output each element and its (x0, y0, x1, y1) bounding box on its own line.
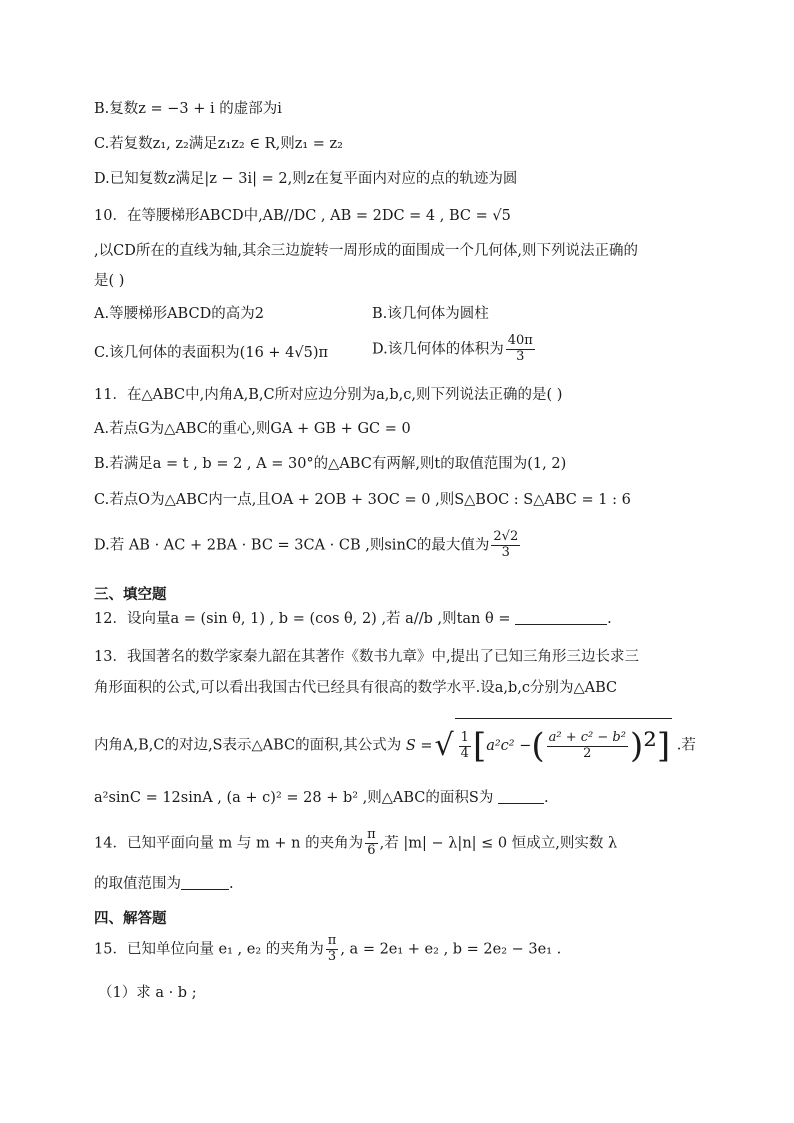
quarter-fraction (459, 731, 471, 762)
angle-fraction-15 (326, 934, 339, 965)
quarter-denominator: 4 (460, 745, 469, 761)
option-11d-text: D.若 AB · AC + 2BA · BC = 3CA · CB ,则sinC的最大值为 (94, 537, 490, 554)
option-11c: C.若点O为△ABC内一点,且OA + 2OB + 3OC = 0 ,则S△BOC : S△ABC = 1 : 6 (94, 492, 631, 508)
formula-lhs: S = (405, 737, 433, 754)
radicand (455, 718, 672, 773)
question-13-line4-text: a²sinC = 12sinA , (a + c)² = 28 + b² ,则△ABC的面积S为 (94, 790, 494, 806)
inner-numerator: a² + c² − b² (548, 729, 626, 745)
inner-denominator: 2 (583, 745, 592, 761)
right-bracket-icon: ] (656, 726, 671, 766)
answer-blank-14[interactable] (181, 889, 229, 890)
option-11d (94, 530, 522, 561)
question-14-line1 (94, 828, 617, 859)
question-11-stem: 11．在△ABC中,内角A,B,C所对应边分别为a,b,c,则下列说法正确的是( ) (94, 387, 563, 403)
question-12-tail: . (607, 611, 612, 627)
question-14-line2 (94, 873, 234, 895)
answer-blank-13[interactable] (498, 803, 544, 804)
qin-jiushao-formula (406, 718, 672, 773)
question-13-line4 (94, 787, 549, 809)
option-9d: D.已知复数z满足|z − 3i| = 2,则z在复平面内对应的点的轨迹为圆 (94, 171, 518, 187)
answer-blank-12[interactable] (515, 624, 607, 625)
left-bracket-icon: [ (472, 726, 487, 766)
inner-fraction (547, 731, 628, 762)
formula-middle-term: a²c² − (486, 738, 532, 754)
question-10-stem-line2: ,以CD所在的直线为轴,其余三边旋转一周形成的面围成一个几何体,则下列说法正确的 (94, 243, 639, 259)
angle-numerator-15: π (327, 933, 337, 948)
option-10a: A.等腰梯形ABCD的高为2 (94, 306, 264, 322)
question-13-line3-suffix: .若 (676, 737, 696, 754)
volume-fraction-numerator: 40π (507, 333, 533, 348)
question-13-line3 (94, 718, 696, 773)
option-9c: C.若复数z₁, z₂满足z₁z₂ ∈ R,则z₁ = z₂ (94, 136, 343, 152)
sin-max-denominator: 3 (501, 544, 510, 560)
option-9b: B.复数z = −3 + i 的虚部为i (94, 101, 282, 117)
question-10-stem-line3: 是( ) (94, 273, 125, 289)
question-15-vectors: , a = 2e₁ + e₂ , b = 2e₂ − 3e₁ . (340, 941, 562, 958)
angle-fraction-14 (365, 828, 378, 859)
option-10d-text: D.该几何体的体积为 (372, 341, 504, 358)
option-11a: A.若点G为△ABC的重心,则GA + GB + GC = 0 (94, 421, 411, 437)
question-14-line2-text: 的取值范围为 (94, 876, 181, 892)
section-3-heading: 三、填空题 (94, 587, 167, 603)
question-10-stem-line1: 10．在等腰梯形ABCD中,AB//DC , AB = 2DC = 4 , BC = √5 (94, 208, 511, 224)
question-14-line2-tail: . (229, 876, 234, 892)
sin-max-fraction (491, 530, 520, 561)
question-14-text: 14．已知平面向量 m 与 m + n 的夹角为 (94, 835, 364, 852)
volume-fraction (506, 334, 535, 365)
option-11b: B.若满足a = t , b = 2 , A = 30°的△ABC有两解,则t的取值范围为(1, 2) (94, 456, 567, 472)
question-13-line4-tail: . (543, 790, 549, 806)
angle-denominator-14: 6 (367, 842, 376, 858)
question-12-text: 12．设向量a = (sin θ, 1) , b = (cos θ, 2) ,若 a//b ,则tan θ = (94, 611, 511, 627)
question-13-line1: 13．我国著名的数学家秦九韶在其著作《数书九章》中,提出了已知三角形三边长求三 (94, 649, 640, 665)
option-10b: B.该几何体为圆柱 (372, 306, 489, 322)
angle-numerator-14: π (367, 827, 376, 842)
sin-max-numerator: 2√2 (493, 529, 519, 544)
question-13-line3-text: 内角A,B,C的对边,S表示△ABC的面积,其公式为 (94, 737, 402, 754)
option-10d (372, 334, 537, 365)
question-13-line2: 角形面积的公式,可以看出我国古代已经具有很高的数学水平.设a,b,c分别为△ABC (94, 680, 618, 696)
radical-sign-icon: √ (434, 727, 454, 763)
angle-denominator-15: 3 (327, 948, 337, 964)
right-paren-icon: )² (629, 726, 657, 766)
section-4-heading: 四、解答题 (94, 911, 167, 927)
question-15-text: 15．已知单位向量 e₁ , e₂ 的夹角为 (94, 941, 324, 958)
option-10c: C.该几何体的表面积为(16 + 4√5)π (94, 345, 329, 361)
question-15-part1: （1）求 a · b ; (98, 985, 197, 1001)
left-paren-icon: ( (531, 726, 545, 766)
question-12 (94, 608, 612, 630)
quarter-numerator: 1 (460, 729, 469, 745)
volume-fraction-denominator: 3 (516, 348, 525, 364)
question-14-condition: ,若 |m| − λ|n| ≤ 0 恒成立,则实数 λ (379, 835, 618, 852)
question-15-stem (94, 934, 561, 965)
